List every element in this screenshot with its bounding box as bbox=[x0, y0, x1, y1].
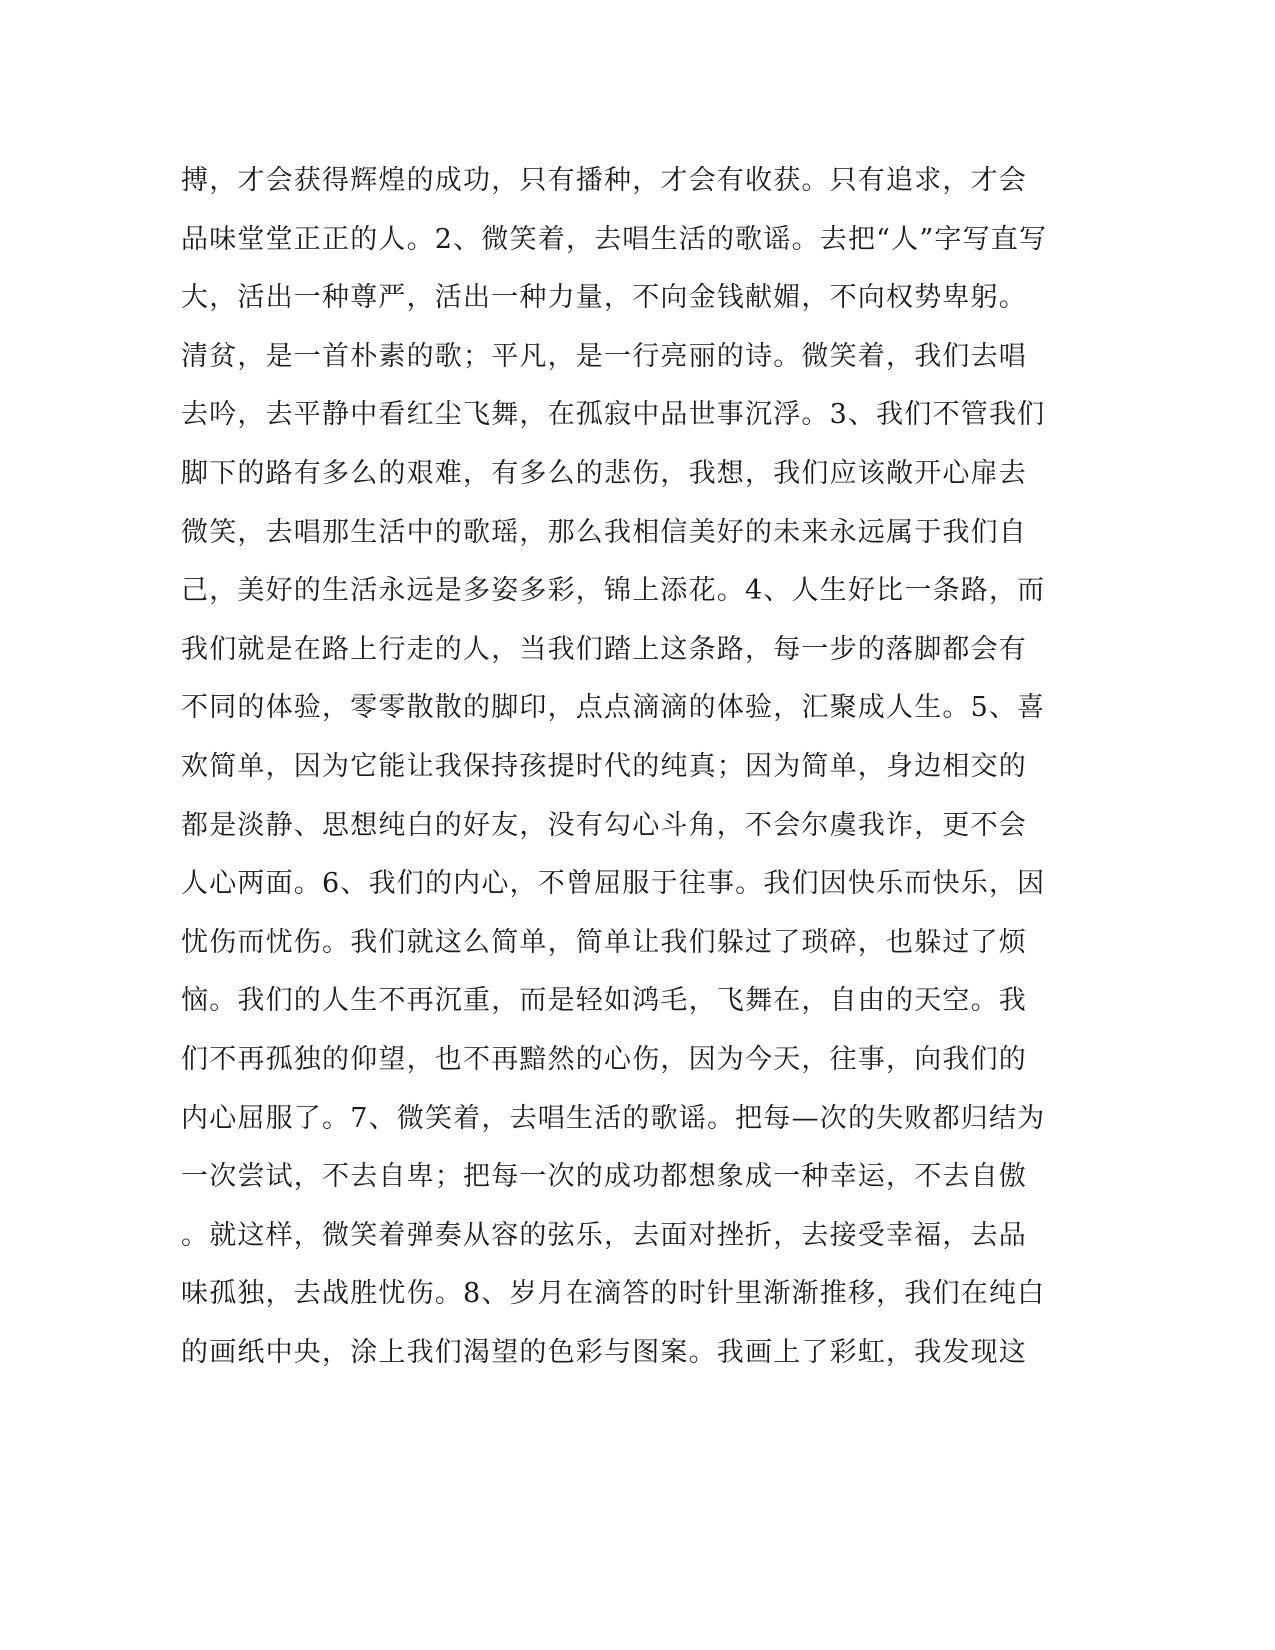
text-line: 欢简单，因为它能让我保持孩提时代的纯真；因为简单，身边相交的 bbox=[181, 750, 1027, 782]
text-line: 忧伤而忧伤。我们就这么简单，简单让我们躲过了琐碎，也躲过了烦 bbox=[181, 926, 1027, 958]
text-line: 微笑，去唱那生活中的歌瑶，那么我相信美好的未来永远属于我们自 bbox=[181, 516, 1027, 548]
text-line: 脚下的路有多么的艰难，有多么的悲伤，我想，我们应该敞开心扉去 bbox=[181, 457, 1027, 489]
text-line: 不同的体验，零零散散的脚印，点点滴滴的体验，汇聚成人生。5、喜 bbox=[181, 692, 1046, 724]
body-text bbox=[181, 152, 1048, 1382]
text-line: 的画纸中央，涂上我们渴望的色彩与图案。我画上了彩虹，我发现这 bbox=[181, 1336, 1027, 1368]
text-line: 都是淡静、思想纯白的好友，没有勾心斗角，不会尔虞我诈，更不会 bbox=[181, 809, 1027, 841]
text-line: 内心屈服了。7、微笑着，去唱生活的歌谣。把每—次的失败都归结为 bbox=[181, 1102, 1046, 1134]
text-line: 品味堂堂正正的人。2、微笑着，去唱生活的歌谣。去把“人”字写直写 bbox=[181, 223, 1048, 255]
text-line: 们不再孤独的仰望，也不再黯然的心伤，因为今天，往事，向我们的 bbox=[181, 1043, 1027, 1075]
text-line: 搏，才会获得辉煌的成功，只有播种，才会有收获。只有追求，才会 bbox=[181, 165, 1027, 196]
text-line: 清贫，是一首朴素的歌；平凡，是一行亮丽的诗。微笑着，我们去唱 bbox=[181, 340, 1027, 372]
text-line: 。就这样，微笑着弹奏从容的弦乐，去面对挫折，去接受幸福，去品 bbox=[181, 1219, 1027, 1251]
text-line: 我们就是在路上行走的人，当我们踏上这条路，每一步的落脚都会有 bbox=[181, 633, 1027, 665]
text-line: 一次尝试，不去自卑；把每一次的成功都想象成一种幸运，不去自傲 bbox=[181, 1161, 1027, 1193]
text-line: 恼。我们的人生不再沉重，而是轻如鸿毛，飞舞在，自由的天空。我 bbox=[181, 985, 1027, 1017]
text-line: 去吟，去平静中看红尘飞舞，在孤寂中品世事沉浮。3、我们不管我们 bbox=[181, 399, 1046, 431]
text-line: 人心两面。6、我们的内心，不曾屈服于往事。我们因快乐而快乐，因 bbox=[181, 868, 1046, 900]
text-line: 味孤独，去战胜忧伤。8、岁月在滴答的时针里渐渐推移，我们在纯白 bbox=[181, 1278, 1046, 1310]
text-line: 己，美好的生活永远是多姿多彩，锦上添花。4、人生好比一条路，而 bbox=[181, 575, 1046, 607]
text-line: 大，活出一种尊严，活出一种力量，不向金钱献媚，不向权势卑躬。 bbox=[181, 282, 1027, 314]
